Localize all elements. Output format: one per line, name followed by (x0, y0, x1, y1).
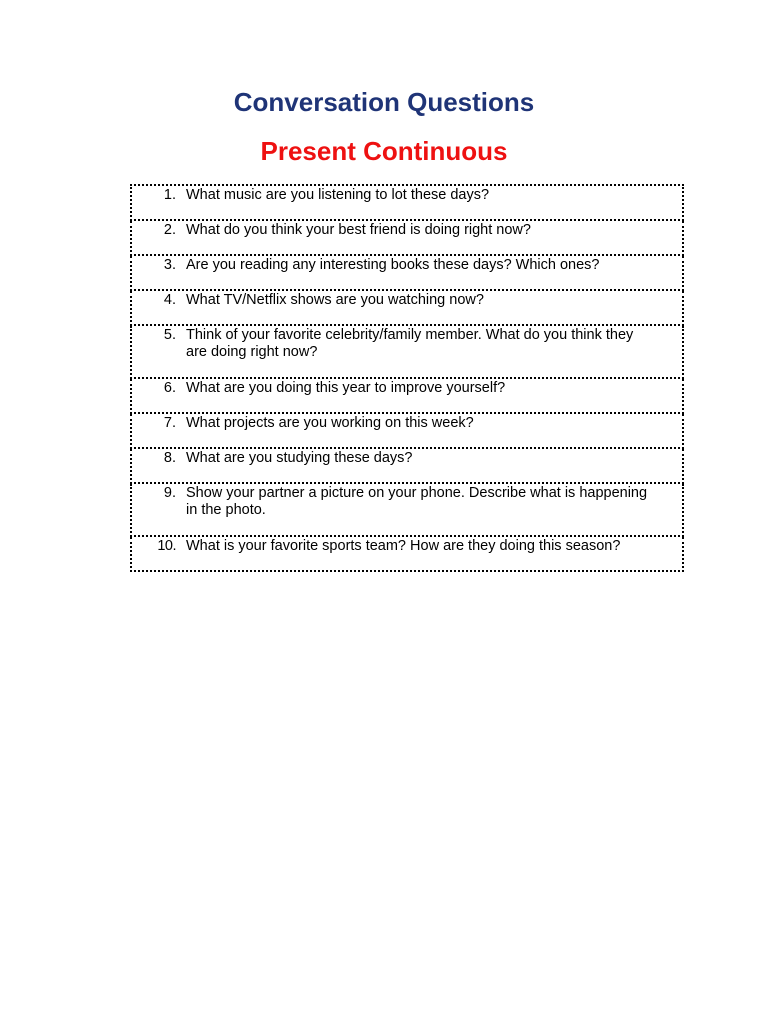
question-number: 6. (163, 380, 176, 396)
question-text: What are you doing this year to improve yourself? (186, 380, 506, 396)
question-row (131, 325, 683, 378)
question-row (131, 185, 683, 220)
question-row (131, 483, 683, 536)
question-text: What are you studying these days? (186, 450, 413, 466)
question-row (131, 536, 683, 571)
question-text: Show your partner a picture on your phone. Describe what is happening in the photo. (186, 485, 648, 518)
question-row (131, 255, 683, 290)
question-text: What projects are you working on this week? (186, 415, 474, 431)
question-row (131, 378, 683, 413)
question-number: 7. (163, 415, 176, 431)
question-number: 2. (163, 222, 176, 238)
question-row (131, 413, 683, 448)
question-number: 1. (163, 187, 176, 203)
question-text: Are you reading any interesting books these days? Which ones? (186, 257, 600, 273)
question-text: What TV/Netflix shows are you watching now? (186, 292, 484, 308)
question-text: What is your favorite sports team? How are they doing this season? (186, 538, 621, 554)
question-number: 9. (163, 485, 176, 501)
question-text: Think of your favorite celebrity/family member. What do you think they are doing right now? (186, 327, 634, 360)
question-row (131, 290, 683, 325)
question-number: 5. (163, 327, 176, 343)
question-number: 4. (163, 292, 176, 308)
question-row (131, 220, 683, 255)
questions-table (130, 184, 684, 572)
question-number: 8. (163, 450, 176, 466)
question-text: What do you think your best friend is doing right now? (186, 222, 531, 238)
question-number: 10. (157, 538, 176, 554)
question-number: 3. (163, 257, 176, 273)
question-text: What music are you listening to lot these days? (186, 187, 490, 203)
page-subtitle: Present Continuous (260, 136, 508, 166)
question-row (131, 448, 683, 483)
page-title: Conversation Questions (233, 87, 535, 117)
